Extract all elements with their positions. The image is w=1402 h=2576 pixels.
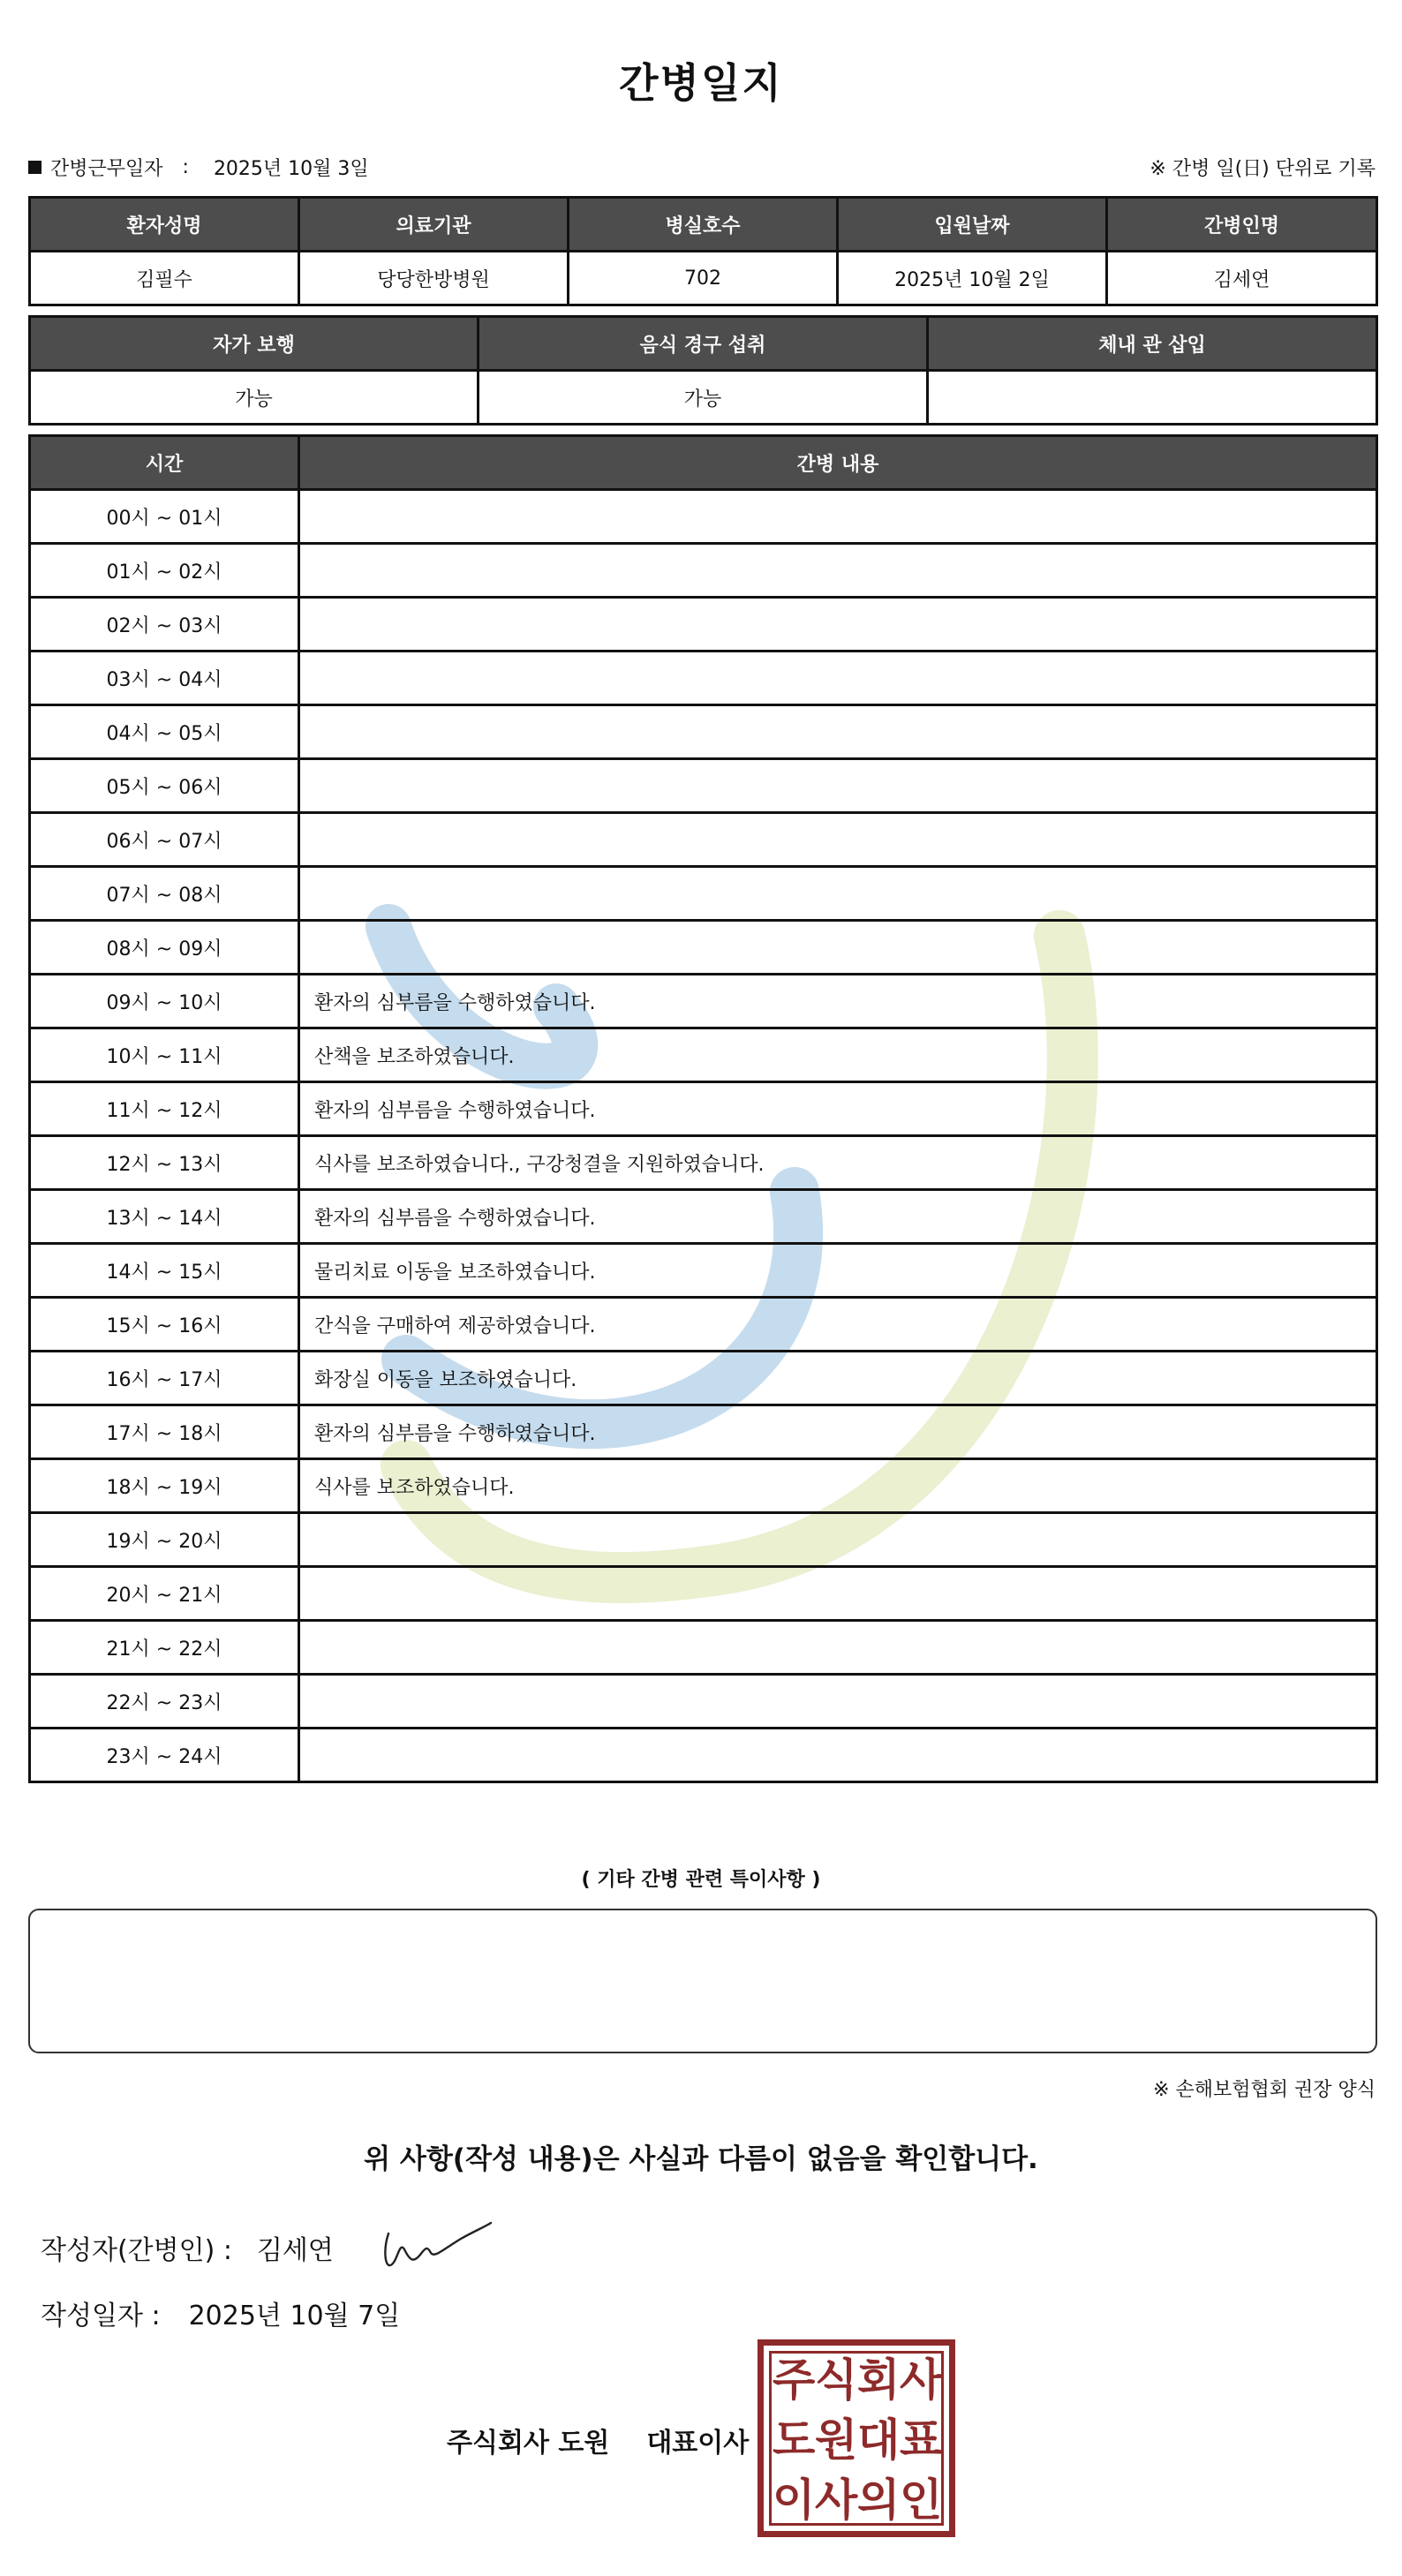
time-cell: 07시 ~ 08시 (30, 867, 299, 921)
tube-insertion (928, 371, 1377, 425)
care-content-cell (299, 759, 1377, 813)
page-title: 간병일지 (619, 59, 783, 107)
header-time: 시간 (30, 436, 299, 490)
table-row (30, 1675, 1377, 1729)
time-cell: 10시 ~ 11시 (30, 1028, 299, 1082)
care-content-cell: 식사를 보조하였습니다., 구강청결을 지원하였습니다. (299, 1136, 1377, 1190)
seal-char: 사 (815, 2474, 858, 2526)
table-row (30, 1082, 1377, 1136)
care-content-cell (299, 1567, 1377, 1621)
header-hospital: 의료기관 (299, 198, 569, 252)
work-date (28, 154, 369, 181)
room-number: 702 (569, 252, 838, 305)
time-cell: 14시 ~ 15시 (30, 1244, 299, 1298)
table-row (30, 1190, 1377, 1244)
writer-name: 김세연 (256, 2235, 334, 2266)
time-cell: 05시 ~ 06시 (30, 759, 299, 813)
header-caregiver-name: 간병인명 (1107, 198, 1377, 252)
time-cell: 15시 ~ 16시 (30, 1298, 299, 1352)
time-cell: 11시 ~ 12시 (30, 1082, 299, 1136)
seal-char: 사 (900, 2354, 943, 2406)
care-log-table (28, 434, 1378, 1783)
care-content-cell (299, 1729, 1377, 1782)
table-row (30, 1567, 1377, 1621)
header-tube-insertion: 체내 관 삽입 (928, 317, 1377, 371)
care-content-cell (299, 544, 1377, 598)
table-row (30, 1298, 1377, 1352)
time-cell: 02시 ~ 03시 (30, 598, 299, 652)
work-date-value: 2025년 10월 3일 (213, 158, 369, 180)
care-content-cell: 화장실 이동을 보조하였습니다. (299, 1352, 1377, 1405)
seal-char: 인 (900, 2474, 943, 2526)
patient-status-table (28, 315, 1378, 426)
date-label: 작성일자 : (41, 2301, 161, 2331)
writer-row (41, 2228, 334, 2267)
seal-char: 원 (815, 2414, 858, 2466)
confirmation-statement: 위 사항(작성 내용)은 사실과 다름이 없음을 확인합니다. (364, 2143, 1038, 2175)
care-content-cell: 환자의 심부름을 수행하였습니다. (299, 1190, 1377, 1244)
table-row (30, 1136, 1377, 1190)
care-content-cell (299, 1621, 1377, 1675)
seal-char: 주 (773, 2354, 816, 2406)
table-row (30, 1513, 1377, 1567)
care-content-cell: 환자의 심부름을 수행하였습니다. (299, 1082, 1377, 1136)
table-row (30, 1459, 1377, 1513)
table-row (30, 705, 1377, 759)
notes-box (28, 1909, 1377, 2053)
care-content-cell (299, 813, 1377, 867)
table-row (30, 544, 1377, 598)
time-cell: 01시 ~ 02시 (30, 544, 299, 598)
seal-char: 표 (900, 2414, 943, 2466)
association-note: ※ 손해보험협회 권장 양식 (1153, 2079, 1376, 2101)
time-cell: 22시 ~ 23시 (30, 1675, 299, 1729)
time-cell: 17시 ~ 18시 (30, 1405, 299, 1459)
time-cell: 16시 ~ 17시 (30, 1352, 299, 1405)
self-walking: 가능 (30, 371, 479, 425)
table-row (30, 975, 1377, 1028)
table-row (30, 921, 1377, 975)
company-name: 주식회사 도원 (447, 2428, 610, 2459)
header-care-content: 간병 내용 (299, 436, 1377, 490)
care-content-cell: 환자의 심부름을 수행하였습니다. (299, 975, 1377, 1028)
time-cell: 13시 ~ 14시 (30, 1190, 299, 1244)
care-content-cell (299, 598, 1377, 652)
table-row (30, 1621, 1377, 1675)
writer-label: 작성자(간병인) : (41, 2235, 232, 2266)
care-content-cell: 산책을 보조하였습니다. (299, 1028, 1377, 1082)
hospital: 당당한방병원 (299, 252, 569, 305)
seal-char: 의 (857, 2474, 901, 2526)
table-row (30, 759, 1377, 813)
time-cell: 09시 ~ 10시 (30, 975, 299, 1028)
care-content-cell (299, 705, 1377, 759)
care-content-cell: 식사를 보조하였습니다. (299, 1459, 1377, 1513)
time-cell: 21시 ~ 22시 (30, 1621, 299, 1675)
seal-char: 회 (857, 2354, 901, 2406)
time-cell: 06시 ~ 07시 (30, 813, 299, 867)
care-content-cell: 환자의 심부름을 수행하였습니다. (299, 1405, 1377, 1459)
care-content-cell (299, 490, 1377, 544)
work-date-separator: : (182, 156, 189, 178)
bullet-square-icon (28, 161, 41, 174)
caregiver-name: 김세연 (1107, 252, 1377, 305)
header-room-number: 병실호수 (569, 198, 838, 252)
header-self-walking: 자가 보행 (30, 317, 479, 371)
table-row (30, 813, 1377, 867)
seal-char: 대 (857, 2414, 901, 2466)
care-log-rows (30, 490, 1377, 1782)
care-content-cell (299, 921, 1377, 975)
time-cell: 18시 ~ 19시 (30, 1459, 299, 1513)
oral-intake: 가능 (479, 371, 928, 425)
table-row (30, 1729, 1377, 1782)
notes-title: ( 기타 간병 관련 특이사항 ) (581, 1869, 821, 1891)
time-cell: 03시 ~ 04시 (30, 652, 299, 705)
header-patient-name: 환자성명 (30, 198, 299, 252)
care-content-cell: 물리치료 이동을 보조하였습니다. (299, 1244, 1377, 1298)
care-content-cell (299, 1675, 1377, 1729)
table-row (30, 598, 1377, 652)
company-seal-icon (758, 2339, 955, 2537)
care-content-cell (299, 1513, 1377, 1567)
table-row (30, 490, 1377, 544)
table-row (30, 652, 1377, 705)
time-cell: 04시 ~ 05시 (30, 705, 299, 759)
seal-char: 도 (773, 2414, 816, 2466)
seal-char: 이 (773, 2474, 816, 2526)
seal-char: 식 (815, 2354, 858, 2406)
unit-note: ※ 간병 일(日) 단위로 기록 (1149, 158, 1376, 180)
handwritten-signature-icon (381, 2214, 496, 2276)
care-content-cell (299, 652, 1377, 705)
company-signature-row (447, 2421, 749, 2459)
time-cell: 23시 ~ 24시 (30, 1729, 299, 1782)
work-date-label: 간병근무일자 (50, 158, 163, 180)
table-row (30, 1244, 1377, 1298)
date-value: 2025년 10월 7일 (188, 2301, 401, 2331)
time-cell: 12시 ~ 13시 (30, 1136, 299, 1190)
meta-row (28, 154, 1376, 185)
time-cell: 00시 ~ 01시 (30, 490, 299, 544)
time-cell: 19시 ~ 20시 (30, 1513, 299, 1567)
written-date-row (41, 2294, 400, 2332)
representative-title: 대표이사 (646, 2428, 750, 2459)
header-admission-date: 입원날짜 (838, 198, 1107, 252)
patient-name: 김필수 (30, 252, 299, 305)
care-content-cell: 간식을 구매하여 제공하였습니다. (299, 1298, 1377, 1352)
time-cell: 08시 ~ 09시 (30, 921, 299, 975)
time-cell: 20시 ~ 21시 (30, 1567, 299, 1621)
table-row (30, 1405, 1377, 1459)
header-oral-intake: 음식 경구 섭취 (479, 317, 928, 371)
admission-date: 2025년 10월 2일 (838, 252, 1107, 305)
patient-info-table (28, 196, 1378, 306)
table-row (30, 1028, 1377, 1082)
table-row (30, 1352, 1377, 1405)
care-content-cell (299, 867, 1377, 921)
table-row (30, 867, 1377, 921)
